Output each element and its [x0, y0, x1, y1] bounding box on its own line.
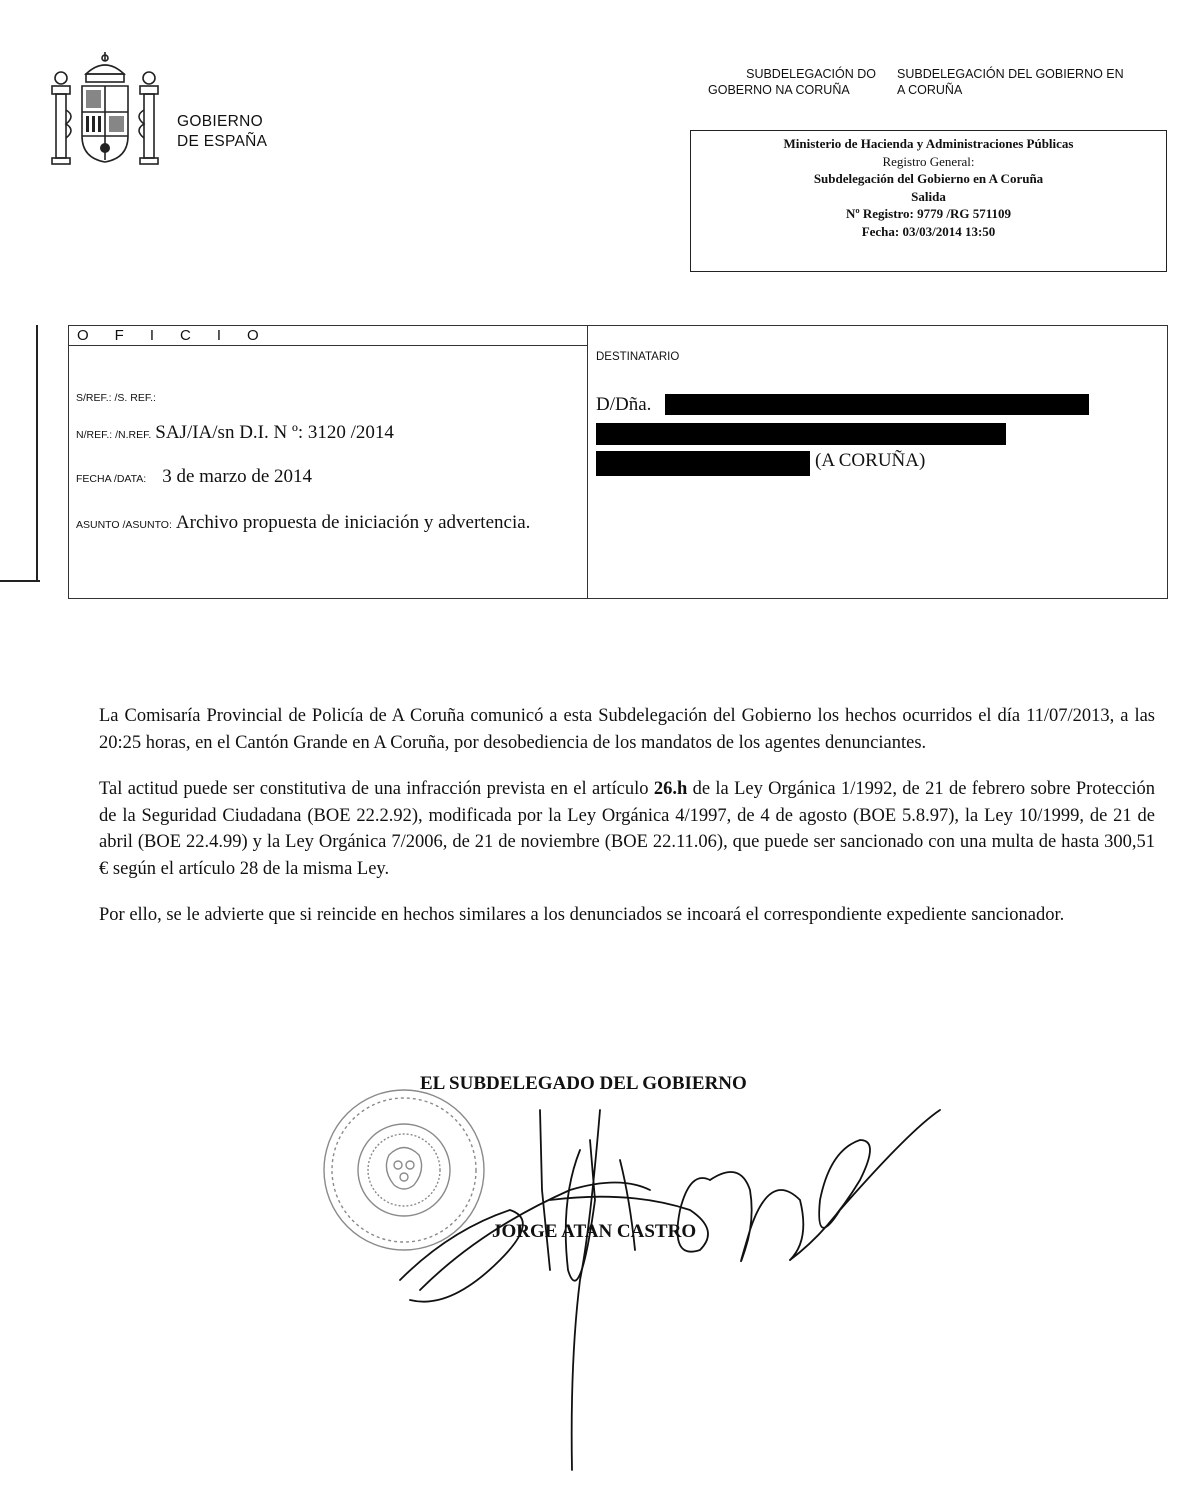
registry-type: Salida [911, 188, 946, 204]
sub-es-line2: A CORUÑA [897, 83, 963, 97]
nref-row [76, 422, 394, 444]
subdelegation-spanish [897, 66, 1177, 98]
article-reference: 26.h [653, 779, 688, 799]
body-paragraph: Por ello, se le advierte que si reincide en hechos similares a los denunciados se incoará el correspondiente expediente sancionador. [99, 905, 1065, 925]
sub-es-line1: SUBDELEGACIÓN DEL GOBIERNO EN [897, 67, 1124, 81]
gov-name-line2: DE ESPAÑA [177, 133, 268, 150]
margin-bracket-foot [0, 580, 40, 582]
asunto-label: ASUNTO /ASUNTO: [76, 519, 172, 531]
registry-ministry: Ministerio de Hacienda y Administraciones Públicas [783, 136, 1074, 151]
letter-body [99, 703, 1155, 949]
sref-label: S/REF.: /S. REF.: [76, 392, 156, 404]
nref-value: SAJ/IA/sn D.I. N º: 3120 /2014 [155, 422, 394, 443]
registry-office: Subdelegación del Gobierno en A Coruña [813, 171, 1044, 186]
registry-number: Nº Registro: 9779 /RG 571109 [845, 206, 1012, 221]
registry-general: Registro General: [882, 153, 975, 169]
body-text-span: Tal actitud puede ser constitutiva de una infracción prevista en el artículo [99, 779, 654, 799]
recipient-name-label: D/Dña. [596, 394, 652, 415]
handwritten-signature-icon [390, 1080, 980, 1480]
oficio-heading: OFICIO [77, 327, 285, 344]
signer-name: JORGE ATAN CASTRO [492, 1221, 697, 1242]
fecha-label: FECHA /DATA: [76, 473, 147, 485]
fecha-row [76, 466, 312, 488]
registry-date: Fecha: 03/03/2014 13:50 [861, 223, 996, 239]
header-divider [587, 325, 588, 599]
subdelegation-galician [708, 66, 876, 98]
body-paragraph: La Comisaría Provincial de Policía de A Coruña comunicó a esta Subdelegación del Gobierno los hechos ocurridos el día 11/07/2013, a las 20:25 horas, en el Cantón Grande en A Coruña, por desobediencia de los mandatos de los agentes denunciantes. [99, 706, 1155, 753]
asunto-value: Archivo propuesta de iniciación y advertencia. [175, 512, 531, 533]
asunto-row [76, 508, 556, 540]
recipient-city: (A CORUÑA) [815, 450, 926, 471]
fecha-value: 3 de marzo de 2014 [162, 466, 313, 487]
margin-bracket [36, 325, 43, 581]
sub-gal-line1: SUBDELEGACIÓN DO [746, 67, 876, 81]
coat-of-arms-icon [46, 50, 164, 172]
redaction-bar [596, 423, 1006, 445]
sref-row [76, 388, 156, 406]
body-text-span: de la Ley Orgánica 1/1992, de 21 de febrero sobre Protección de la Seguridad Ciudadana (BOE 22.2.92), modificada por la Ley Orgánica 4/1997, de 4 de agosto (BOE 5.8.97), la Ley 10/1999, de 21 de abril (BOE 22.4.99) y la Ley Orgánica 7/2006, de 21 de noviembre (BOE 22.11.06), que puede ser sancionado con una multa de hasta 300,51 € según el artículo 28 de la misma Ley. [99, 779, 1155, 879]
body-paragraph [99, 776, 1155, 882]
signer-title: EL SUBDELEGADO DEL GOBIERNO [420, 1073, 747, 1094]
government-name [177, 112, 267, 152]
nref-label: N/REF.: /N.REF. [76, 429, 152, 441]
oficio-underline [68, 345, 587, 346]
redaction-bar [665, 394, 1089, 415]
recipient-label: DESTINATARIO [596, 351, 680, 363]
registry-stamp [690, 130, 1167, 272]
redaction-bar [596, 451, 810, 476]
sub-gal-line2: GOBERNO NA CORUÑA [708, 83, 850, 97]
gov-name-line1: GOBIERNO [177, 113, 263, 130]
